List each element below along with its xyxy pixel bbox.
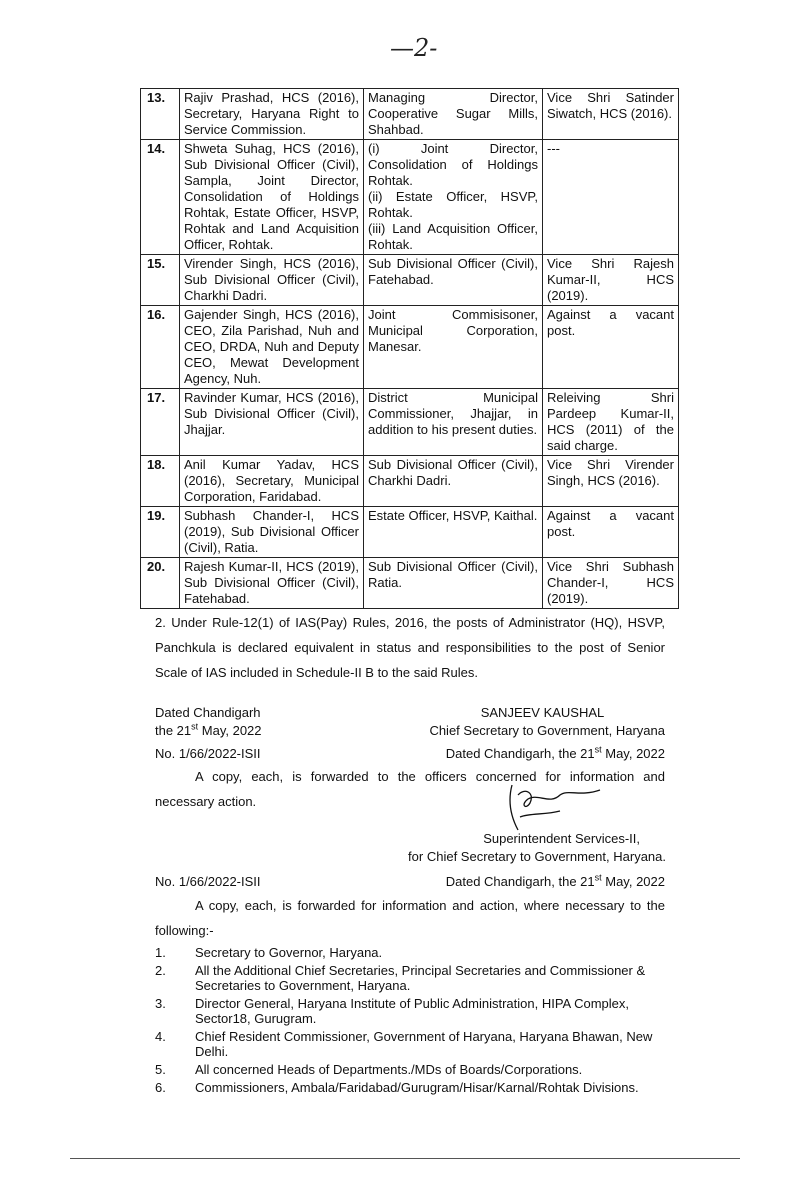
distribution-number: 3. (155, 996, 166, 1011)
distribution-list (155, 945, 670, 1098)
distribution-number: 4. (155, 1029, 166, 1044)
table-row (141, 456, 679, 507)
posted-as-cell: Estate Officer, HSVP, Kaithal. (364, 507, 543, 558)
serial-number-cell: 17. (141, 389, 180, 456)
distribution-text: Commissioners, Ambala/Faridabad/Gurugram/Hisar/Karnal/Rohtak Divisions. (195, 1080, 639, 1095)
page-number: —2- (390, 34, 438, 62)
remarks-cell: Vice Shri Satinder Siwatch, HCS (2016). (543, 89, 679, 140)
signer-designation: Superintendent Services-II, (483, 831, 640, 846)
officer-cell: Shweta Suhag, HCS (2016), Sub Divisional Officer (Civil), Sampla, Joint Director, Consolidation of Holdings Rohtak, Estate Officer, HSVP, Rohtak and Land Acquisition Officer, Rohtak. (180, 140, 364, 255)
distribution-text: All the Additional Chief Secretaries, Principal Secretaries and Commissioner & Secretaries to Government, Haryana. (195, 963, 646, 993)
remarks-cell: Vice Shri Subhash Chander-I, HCS (2019). (543, 558, 679, 609)
distribution-text: Chief Resident Commissioner, Government of Haryana, Haryana Bhawan, New Delhi. (195, 1029, 653, 1059)
table-row (141, 89, 679, 140)
serial-number-cell: 19. (141, 507, 180, 558)
officer-cell: Rajesh Kumar-II, HCS (2019), Sub Divisional Officer (Civil), Fatehabad. (180, 558, 364, 609)
officer-cell: Rajiv Prashad, HCS (2016), Secretary, Haryana Right to Service Commission. (180, 89, 364, 140)
table-row (141, 558, 679, 609)
distribution-text: Director General, Haryana Institute of Public Administration, HIPA Complex, Sector18, Gurugram. (195, 996, 630, 1026)
posted-as-cell: District Municipal Commissioner, Jhajjar, in addition to his present duties. (364, 389, 543, 456)
officer-cell: Virender Singh, HCS (2016), Sub Divisional Officer (Civil), Charkhi Dadri. (180, 255, 364, 306)
table-row (141, 507, 679, 558)
table-row (141, 389, 679, 456)
distribution-item (155, 945, 670, 960)
serial-number-cell: 15. (141, 255, 180, 306)
distribution-number: 5. (155, 1062, 166, 1077)
distribution-item (155, 963, 670, 993)
posted-as-cell: Sub Divisional Officer (Civil), Charkhi Dadri. (364, 456, 543, 507)
remarks-cell: Vice Shri Virender Singh, HCS (2016). (543, 456, 679, 507)
paragraph-2: 2. Under Rule-12(1) of IAS(Pay) Rules, 2016, the posts of Administrator (HQ), HSVP, Panchkula is declared equivalent in status and responsibilities to the post of Senior Scale of IAS included in Schedule-II B to the said Rules. (155, 615, 665, 680)
serial-number-cell: 18. (141, 456, 180, 507)
table-row (141, 306, 679, 389)
posted-as-cell: Sub Divisional Officer (Civil), Fatehabad. (364, 255, 543, 306)
officer-cell: Gajender Singh, HCS (2016), CEO, Zila Parishad, Nuh and CEO, DRDA, Nuh and Deputy CEO, Mewat Development Agency, Nuh. (180, 306, 364, 389)
signatory-name: SANJEEV KAUSHAL (480, 705, 605, 720)
serial-number-cell: 13. (141, 89, 180, 140)
posted-as-cell: Managing Director, Cooperative Sugar Mills, Shahbad. (364, 89, 543, 140)
remarks-cell: Against a vacant post. (543, 306, 679, 389)
dated-date: the 21st May, 2022 (155, 721, 262, 738)
serial-number-cell: 16. (141, 306, 180, 389)
distribution-item (155, 1062, 670, 1077)
remarks-cell: Vice Shri Rajesh Kumar-II, HCS (2019). (543, 255, 679, 306)
posting-orders-table (140, 88, 679, 609)
endorsement-number: No. 1/66/2022-ISII (155, 746, 261, 761)
endorsement2-number: No. 1/66/2022-ISII (155, 874, 261, 889)
distribution-item (155, 1080, 670, 1095)
distribution-item (155, 1029, 670, 1059)
distribution-text: All concerned Heads of Departments./MDs of Boards/Corporations. (195, 1062, 583, 1077)
posted-as-cell: Joint Commisisoner, Municipal Corporation, Manesar. (364, 306, 543, 389)
distribution-number: 2. (155, 963, 166, 978)
distribution-number: 6. (155, 1080, 166, 1095)
handwritten-signature (490, 775, 610, 835)
posted-as-cell: (i) Joint Director, Consolidation of Holdings Rohtak. (ii) Estate Officer, HSVP, Rohtak. (iii) Land Acquisition Officer, Rohtak. (364, 140, 543, 255)
posted-as-cell: Sub Divisional Officer (Civil), Ratia. (364, 558, 543, 609)
officer-cell: Ravinder Kumar, HCS (2016), Sub Divisional Officer (Civil), Jhajjar. (180, 389, 364, 456)
distribution-number: 1. (155, 945, 166, 960)
signer-for: for Chief Secretary to Government, Haryana. (408, 849, 666, 864)
remarks-cell: --- (543, 140, 679, 255)
table-row (141, 255, 679, 306)
dated-place: Dated Chandigarh (155, 705, 261, 720)
table-row (141, 140, 679, 255)
endorsement-text: A copy, each, is forwarded to the officers concerned for information and necessary action. (155, 769, 665, 809)
signatory-title: Chief Secretary to Government, Haryana (429, 723, 665, 738)
remarks-cell: Against a vacant post. (543, 507, 679, 558)
officer-cell: Subhash Chander-I, HCS (2019), Sub Divisional Officer (Civil), Ratia. (180, 507, 364, 558)
footer-divider (70, 1158, 740, 1159)
distribution-text: Secretary to Governor, Haryana. (195, 945, 383, 960)
serial-number-cell: 14. (141, 140, 180, 255)
endorsement-date: Dated Chandigarh, the 21st May, 2022 (445, 744, 665, 761)
endorsement2-text: A copy, each, is forwarded for information and action, where necessary to the following:- (155, 898, 665, 938)
officer-cell: Anil Kumar Yadav, HCS (2016), Secretary, Municipal Corporation, Faridabad. (180, 456, 364, 507)
serial-number-cell: 20. (141, 558, 180, 609)
distribution-item (155, 996, 670, 1026)
remarks-cell: Releiving Shri Pardeep Kumar-II, HCS (2011) of the said charge. (543, 389, 679, 456)
endorsement2-date: Dated Chandigarh, the 21st May, 2022 (445, 872, 665, 889)
